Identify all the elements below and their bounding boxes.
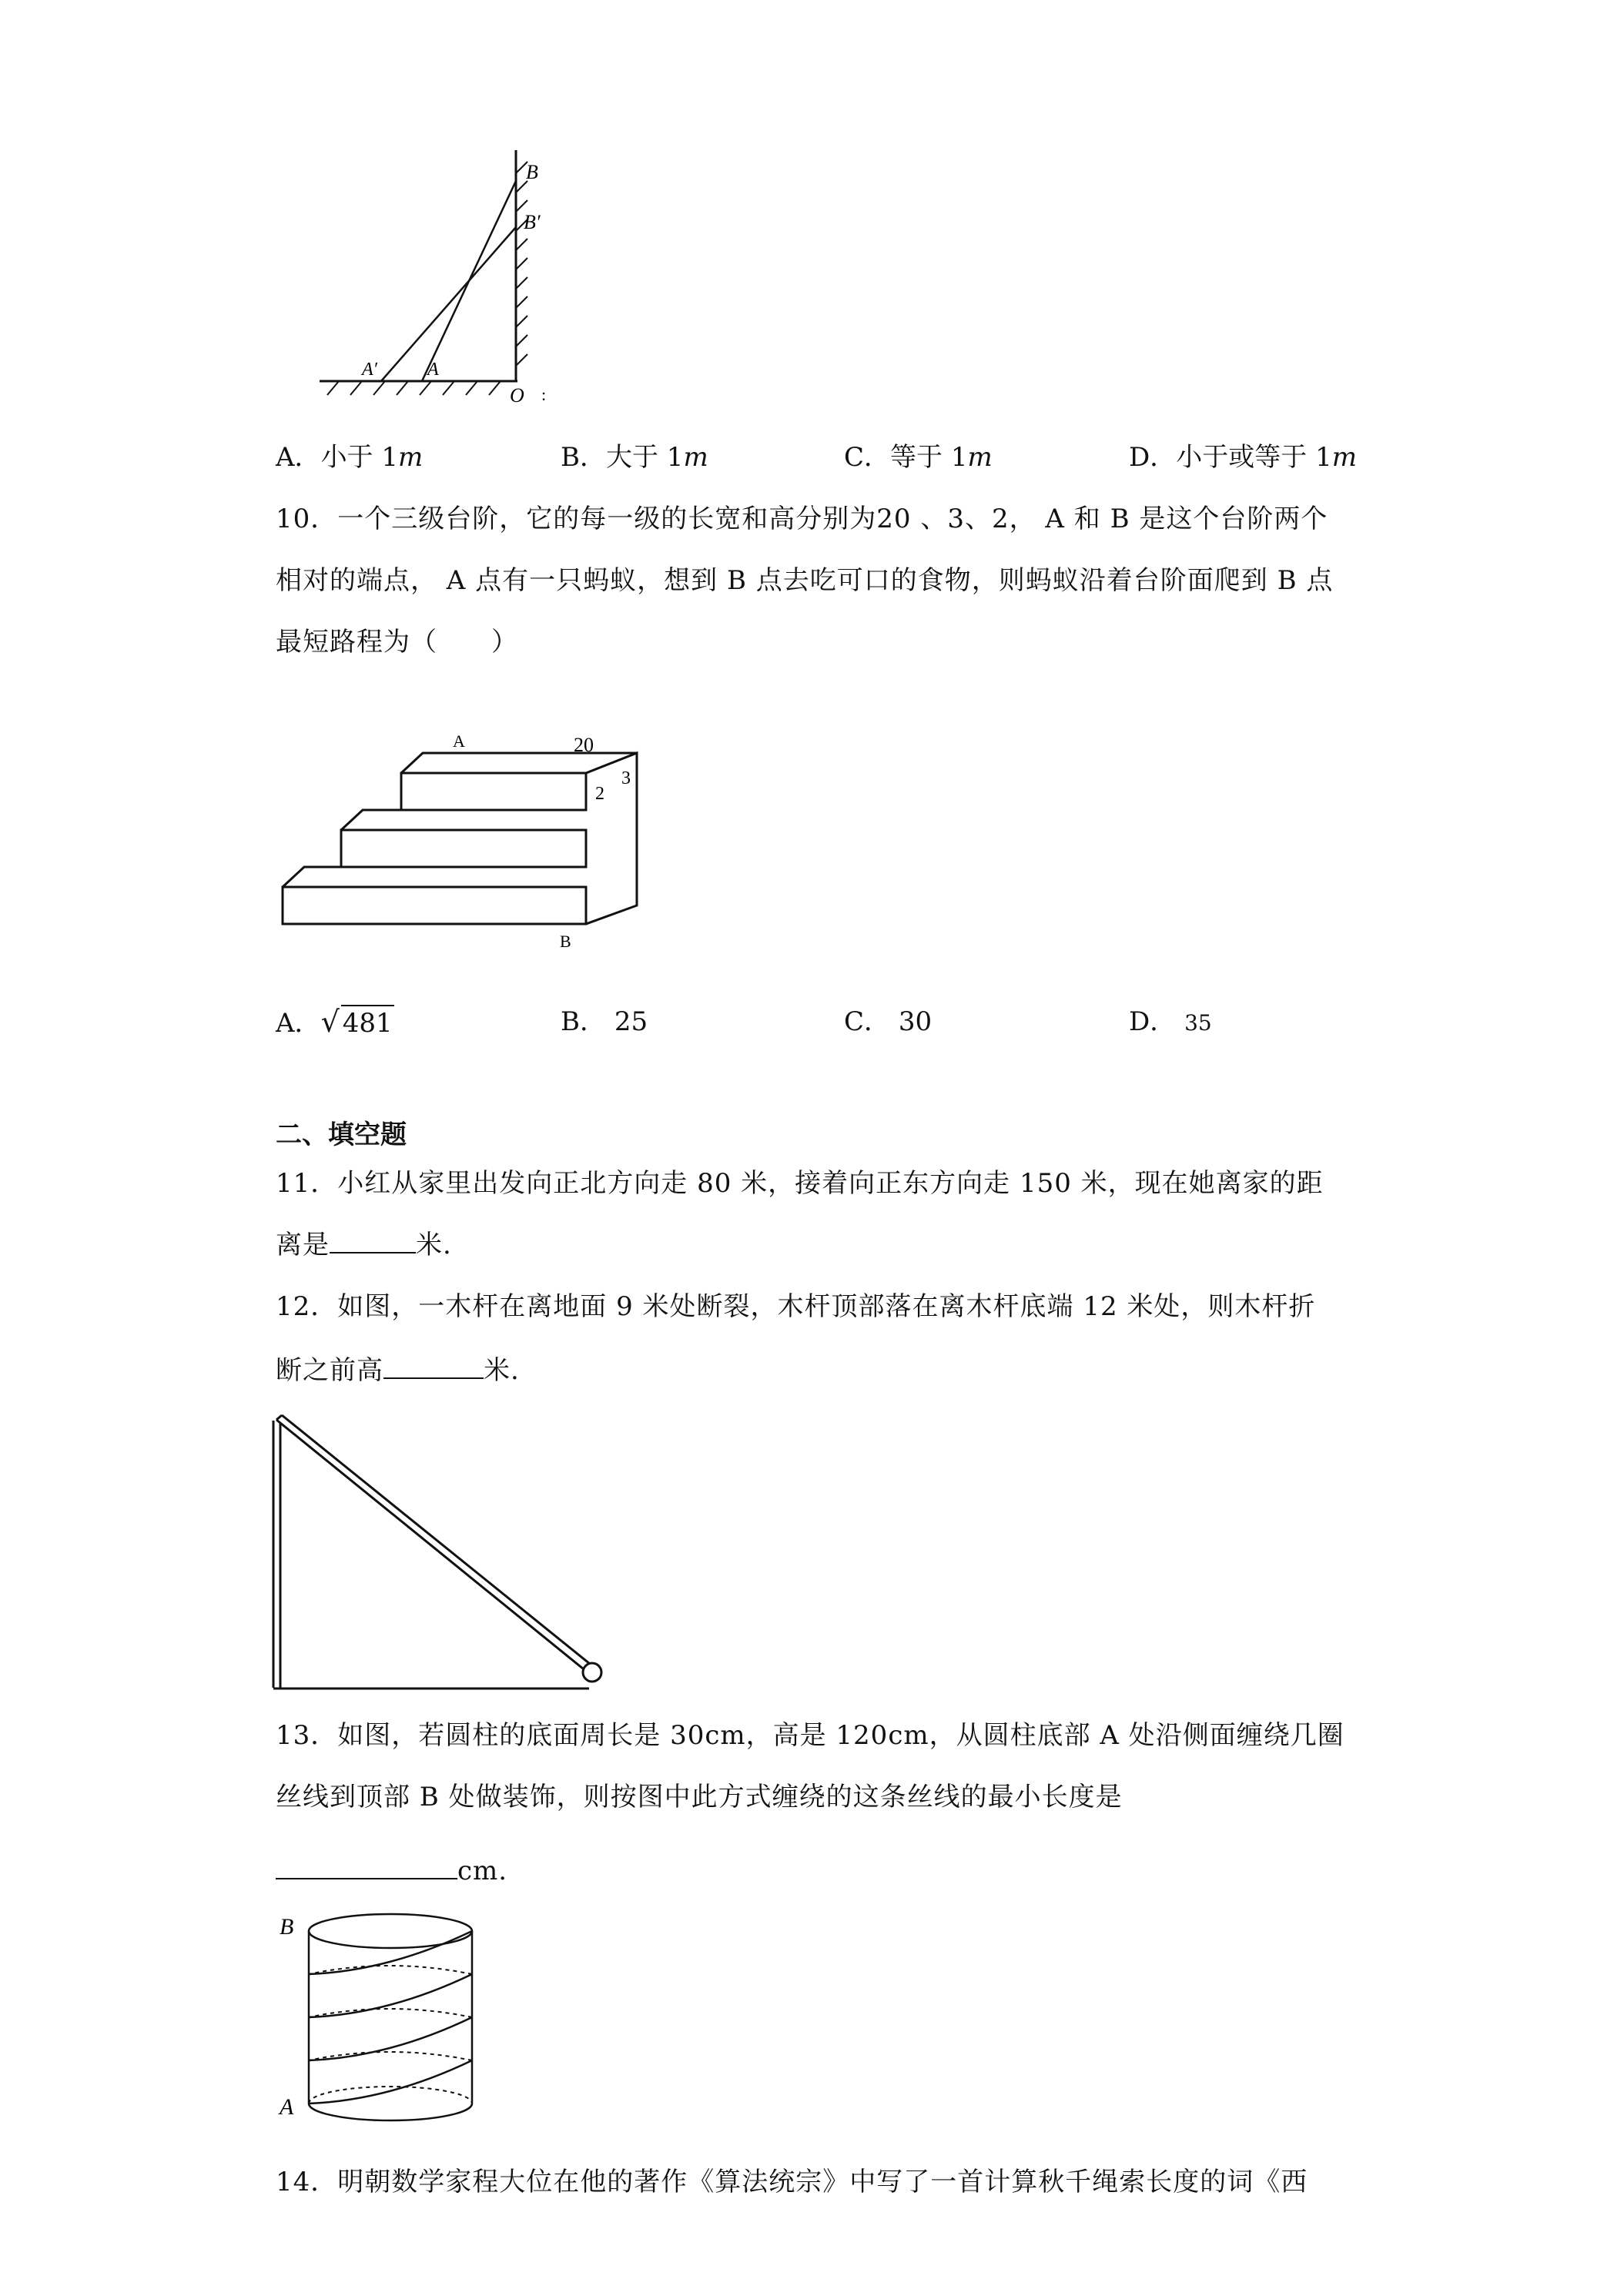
ladder-figure bbox=[308, 142, 570, 412]
stair-label-3: 3 bbox=[621, 768, 631, 788]
q10-line1: 10．一个三级台阶，它的每一级的长宽和高分别为20 、3、2， A 和 B 是这个台阶两个 bbox=[276, 504, 1328, 534]
q10-option-c: C． 30 bbox=[844, 1006, 933, 1037]
q13-answer-blank[interactable] bbox=[276, 1852, 457, 1879]
q12-answer-blank[interactable] bbox=[383, 1351, 484, 1379]
stair-label-2: 2 bbox=[595, 784, 604, 804]
q11-answer-blank[interactable] bbox=[330, 1226, 416, 1253]
cylinder-figure bbox=[273, 1902, 489, 2125]
stair-label-a: A bbox=[453, 731, 465, 751]
q10-line2: 相对的端点， A 点有一只蚂蚁，想到 B 点去吃可口的食物，则蚂蚁沿着台阶面爬到 B 点 bbox=[276, 565, 1334, 596]
stair-label-20: 20 bbox=[574, 734, 594, 756]
q12-line1: 12．如图，一木杆在离地面 9 米处断裂，木杆顶部落在离木杆底端 12 米处，则木杆折 bbox=[276, 1291, 1316, 1322]
cylinder-label-b: B bbox=[280, 1914, 294, 1940]
q9-option-d: D．小于或等于 1m bbox=[1129, 442, 1357, 473]
stair-label-b: B bbox=[560, 932, 571, 951]
q14-line1: 14．明朝数学家程大位在他的著作《算法统宗》中写了一首计算秋千绳索长度的词《西 bbox=[276, 2167, 1308, 2197]
q13-line1: 13．如图，若圆柱的底面周长是 30cm，高是 120cm，从圆柱底部 A 处沿侧面缠绕几圈 bbox=[276, 1720, 1344, 1751]
q10-option-d: D． 35 bbox=[1129, 1006, 1212, 1037]
q13-line3: cm. bbox=[276, 1852, 507, 1888]
label-a-prime: A′ bbox=[362, 360, 377, 380]
q9-option-b: B．大于 1m bbox=[561, 442, 708, 473]
q12-line2: 断之前高 米. bbox=[276, 1351, 520, 1387]
label-b-prime: B′ bbox=[524, 211, 541, 233]
q13-line2: 丝线到顶部 B 处做装饰，则按图中此方式缠绕的这条丝线的最小长度是 bbox=[276, 1782, 1123, 1812]
label-b: B bbox=[526, 161, 538, 183]
section-title: 二、填空题 bbox=[276, 1120, 407, 1150]
label-o: O bbox=[510, 384, 524, 407]
q11-line1: 11．小红从家里出发向正北方向走 80 米，接着向正东方向走 150 米，现在她离家的距 bbox=[276, 1168, 1324, 1199]
staircase-figure bbox=[273, 731, 766, 962]
broken-pole-figure bbox=[266, 1413, 612, 1698]
q10-option-b: B． 25 bbox=[561, 1006, 648, 1037]
q9-option-c: C．等于 1m bbox=[844, 442, 993, 473]
label-colon: : bbox=[541, 385, 547, 404]
q10-option-a: A．√ 481 bbox=[276, 1005, 393, 1039]
q9-option-a: A．小于 1m bbox=[276, 442, 424, 473]
q11-line2: 离是 米. bbox=[276, 1226, 452, 1262]
label-a: A bbox=[427, 360, 439, 380]
q10-line3: 最短路程为（ ） bbox=[276, 627, 518, 658]
cylinder-label-a: A bbox=[280, 2094, 294, 2120]
